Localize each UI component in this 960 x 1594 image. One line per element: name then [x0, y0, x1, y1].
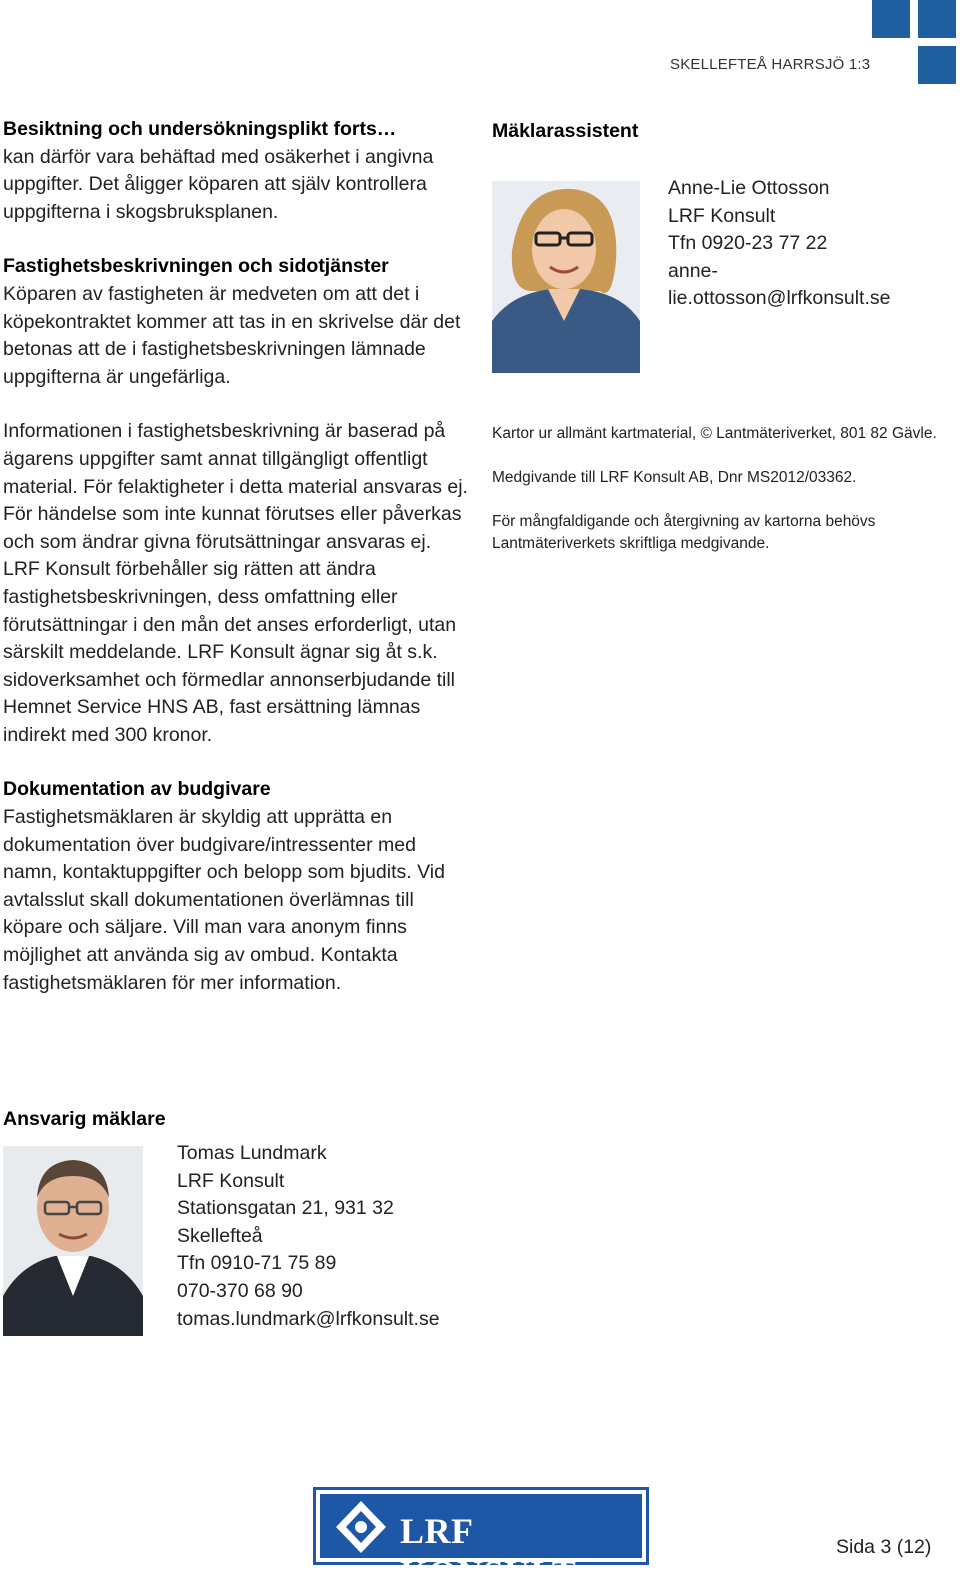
broker-mobile: 070-370 68 90: [177, 1279, 303, 1302]
broker-name: Tomas Lundmark: [177, 1142, 327, 1164]
section-heading: Fastighetsbeskrivningen och sidotjänster: [3, 255, 389, 278]
section-bidder-documentation: [3, 776, 473, 997]
assistant-name: Anne-Lie Ottosson: [668, 177, 830, 199]
section-heading: Dokumentation av budgivare: [3, 778, 271, 801]
section-paragraph: Köparen av fastigheten är medveten om att det i köpekontraktet kommer att tas in en skrivelse där det betonas att de i fastighetsbeskrivningen lämnade uppgifterna är ungefärliga.: [3, 282, 461, 388]
broker-portrait-icon: [3, 1146, 143, 1336]
section-paragraph: Fastighetsmäklaren är skyldig att upprätta en dokumentation över budgivare/intressenter med namn, kontaktuppgifter och belopp som bjudits. Vid avtalsslut skall dokumentationen överlämnas till köpare och säljare. Vill man vara anonym finns möjlighet att använda sig av ombud. Kontakta fastighetsmäklaren för mer information.: [3, 806, 445, 994]
page-number: Sida 3 (12): [836, 1536, 932, 1558]
corner-square-1: [872, 0, 910, 38]
assistant-phone: Tfn 0920-23 77 22: [668, 232, 828, 255]
section-information-disclaimer: [3, 418, 473, 749]
logo-background: [320, 1494, 642, 1593]
broker-heading: Ansvarig mäklare: [3, 1108, 166, 1130]
assistant-heading: Mäklarassistent: [492, 120, 639, 142]
broker-card: [3, 1106, 523, 1346]
section-inspection: [3, 116, 473, 226]
assistant-email-part1: anne-: [668, 259, 718, 282]
corner-square-3: [918, 46, 956, 84]
maps-note-copyright: Kartor ur allmänt kartmaterial, © Lantmäteriverket, 801 82 Gävle.: [492, 425, 937, 442]
section-paragraph: kan därför vara behäftad med osäkerhet i angivna uppgifter. Det åligger köparen att själv kontrollera uppgifterna i skogsbruksplanen.: [3, 145, 434, 223]
section-property-description: [3, 253, 473, 391]
broker-email: tomas.lundmark@lrfkonsult.se: [177, 1307, 440, 1330]
assistant-company: LRF Konsult: [668, 204, 776, 227]
broker-address: Stationsgatan 21, 931 32: [177, 1197, 394, 1220]
assistant-email-part2: lie.ottosson@lrfkonsult.se: [668, 287, 891, 310]
broker-phone: Tfn 0910-71 75 89: [177, 1252, 337, 1275]
assistant-contact: [668, 175, 938, 313]
maps-note-permit: Medgivande till LRF Konsult AB, Dnr MS2012/03362.: [492, 469, 857, 486]
maps-note-reproduction: För mångfaldigande och återgivning av kartorna behövs Lantmäteriverkets skriftliga medgivande.: [492, 513, 876, 552]
section-heading: Besiktning och undersökningsplikt forts…: [3, 118, 397, 140]
spacer: [492, 377, 954, 423]
broker-contact: [177, 1140, 517, 1333]
logo-text: LRF KONSULT: [400, 1511, 577, 1593]
property-title: SKELLEFTEÅ HARRSJÖ 1:3: [670, 56, 871, 73]
assistant-photo: [492, 181, 640, 373]
right-column: [492, 118, 954, 577]
broker-photo: [3, 1146, 143, 1336]
assistant-card: [492, 145, 954, 377]
broker-city: Skellefteå: [177, 1224, 263, 1247]
broker-company: LRF Konsult: [177, 1169, 285, 1192]
section-paragraph: Informationen i fastighetsbeskrivning är baserad på ägarens uppgifter samt annat tillgängligt offentligt material. För felaktigheter i detta material ansvaras ej. För händelse som inte kunnat förutses eller påverkas och som ändrar givna förutsättningar ansvaras ej. LRF Konsult förbehåller sig rätten att ändra fastighetsbeskrivningen, dess omfattning eller förutsättningar i den mån det anses erforderligt, utan särskilt meddelande. LRF Konsult ägnar sig åt s.k. sidoverksamhet och förmedlar annonserbjudande till Hemnet Service HNS AB, fast ersättning lämnas indirekt med 300 kronor.: [3, 420, 468, 746]
logo-emblem-icon: [326, 1497, 396, 1561]
corner-square-2: [918, 0, 956, 38]
lrf-konsult-logo: [313, 1487, 649, 1593]
assistant-portrait-icon: [492, 181, 640, 373]
left-column: [3, 116, 473, 1024]
